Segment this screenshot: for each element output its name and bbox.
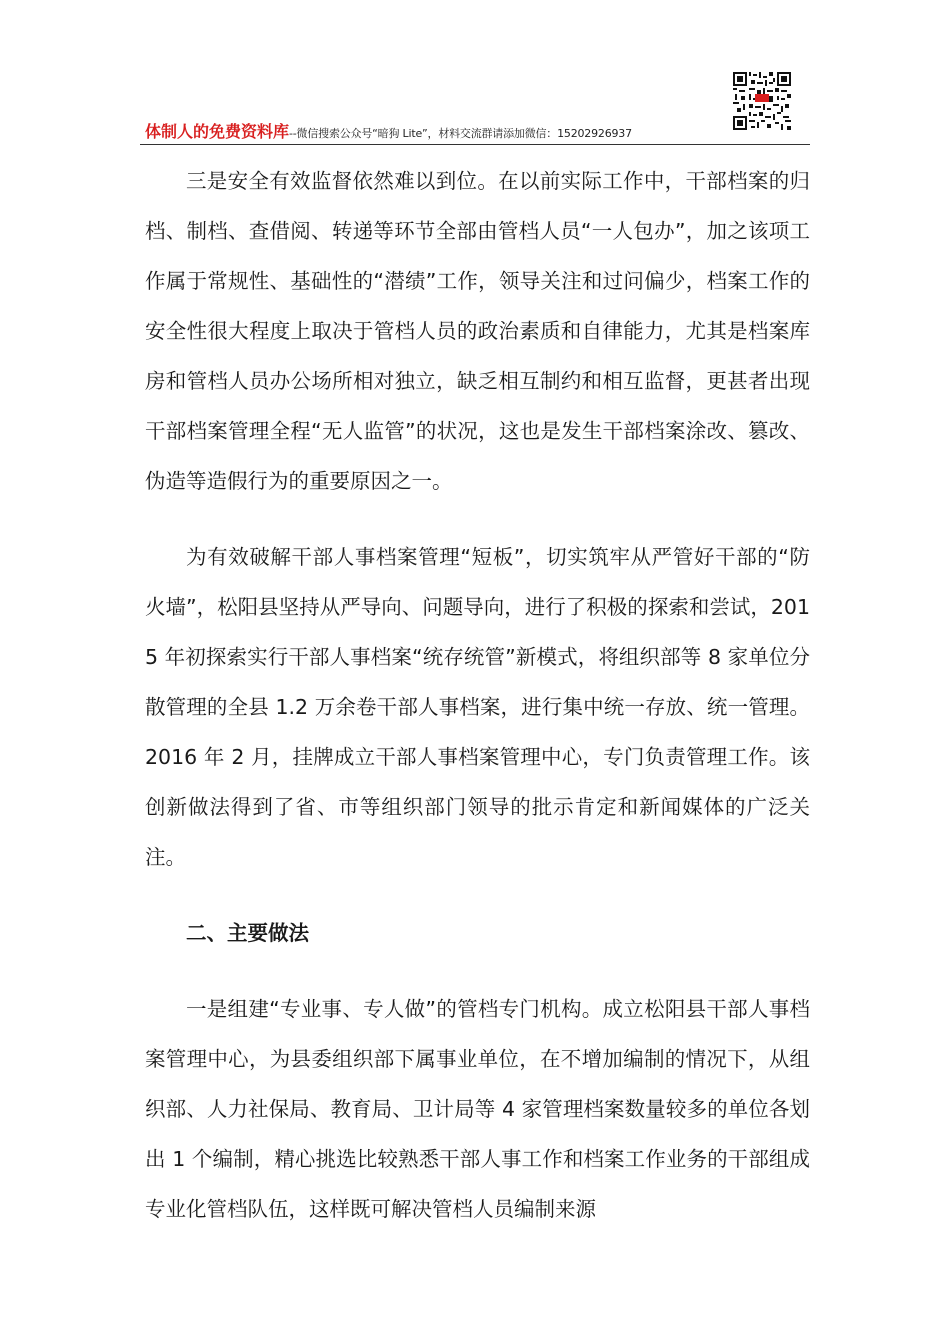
paragraph-spacer <box>145 958 810 984</box>
paragraph-spacer <box>145 506 810 532</box>
document-body <box>145 156 810 1234</box>
header-brand: 体制人的免费资料库 <box>145 122 290 141</box>
paragraph-reform: 为有效破解干部人事档案管理“短板”，切实筑牢从严管好干部的“防火墙”，松阳县坚持从严导向、问题导向，进行了积极的探索和尝试，2015 年初探索实行干部人事档案“统存统管”新模式，将组织部等 8 家单位分散管理的全县 1.2 万余卷干部人事档案，进行集中统一存放、统一管理。2016 年 2 月，挂牌成立干部人事档案管理中心，专门负责管理工作。该创新做法得到了省、市等组织部门领导的批示肯定和新闻媒体的广泛关注。 <box>145 545 810 869</box>
paragraph-supervision: 三是安全有效监督依然难以到位。在以前实际工作中，干部档案的归档、制档、查借阅、转递等环节全部由管档人员“一人包办”，加之该项工作属于常规性、基础性的“潜绩”工作，领导关注和过问偏少，档案工作的安全性很大程度上取决于管档人员的政治素质和自律能力，尤其是档案库房和管档人员办公场所相对独立，缺乏相互制约和相互监督，更甚者出现干部档案管理全程“无人监管”的状况，这也是发生干部档案涂改、篡改、伪造等造假行为的重要原因之一。 <box>145 169 810 493</box>
page-header <box>145 121 785 145</box>
paragraph-agency: 一是组建“专业事、专人做”的管档专门机构。成立松阳县干部人事档案管理中心，为县委组织部下属事业单位，在不增加编制的情况下，从组织部、人力社保局、教育局、卫计局等 4 家管理档案数量较多的单位各划出 1 个编制，精心挑选比较熟悉干部人事工作和档案工作业务的干部组成专业化管档队伍，这样既可解决管档人员编制来源 <box>145 997 810 1221</box>
qr-code-icon <box>733 72 791 130</box>
header-note: --微信搜索公众号“暗狗 Lite”，材料交流群请添加微信：15202926937 <box>289 127 632 140</box>
header-rule <box>140 144 810 145</box>
paragraph-spacer <box>145 882 810 908</box>
section-heading: 二、主要做法 <box>186 921 309 945</box>
